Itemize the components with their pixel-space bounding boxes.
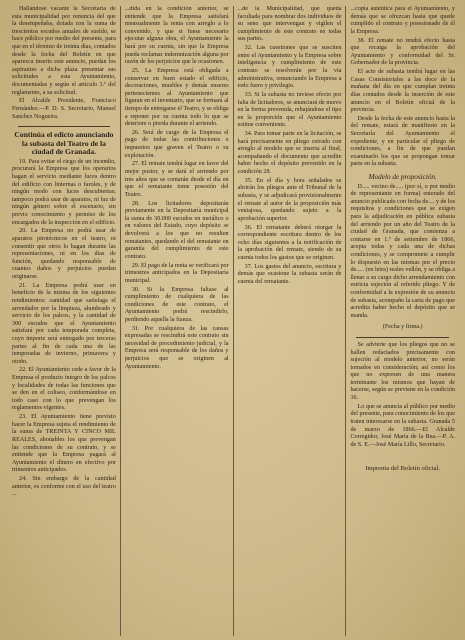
paragraph: 21. La Empresa podrá usar en beneficio de la misma de los siguientes rendimientos: cantidad que satisfaga el arrendador por la limpieza, alumbrado y servicio de los palcos, y la cantidad de 300 escudos que el Ayuntamiento satisfará por cada temporada completa, cuyo importe será entregado por terceras partes al fin de cada una de las temporadas de invierno, primavera y otoño. bbox=[12, 282, 116, 365]
paragraph: Desde la fecha de este anuncio hasta la del remate, estará de manifiesto en la Secretaría del Ayuntamiento el expediente, y en particular el pliego de condiciones, a fin de que puedan examinarlo los que se propongan tomar parte en la subasta. bbox=[350, 115, 455, 168]
paragraph: 36. El rematante deberá otorgar la correspondiente escritura dentro de los ocho días siguientes a la notificación de la aprobación del remate, siendo de su cuenta todos los gastos que se originen. bbox=[237, 224, 342, 261]
paragraph: 37. Los gastos del anuncio, escritura y demás que ocasione la subasta serán de cuenta del rematante. bbox=[237, 263, 342, 285]
paragraph: ...de la Municipalidad, que queda facultada para nombrar dos individuos de su seno que intervengan y vigilen el cumplimiento de este contrato en todas sus partes. bbox=[237, 6, 342, 43]
paragraph: 34. Para tomar parte en la licitación, se hará precisamente en pliego cerrado con arreglo al modelo que se inserta al final, acompañando el documento que acredite haber hecho el depósito prevenido en la condición 28. bbox=[237, 131, 342, 176]
paragraph: 26. Será de cargo de la Empresa el pago de todas las contribuciones e impuestos que graven el Teatro o su explotación. bbox=[124, 129, 229, 159]
paragraph: 24. Sin embargo de la cantidad anterior, es conforme con el uso del teatro ... bbox=[12, 476, 116, 498]
paragraph: ...dida en la condición anterior, se entiende que la Empresa satisfará mensualmente la renta con arreglo a lo convenido, y que si fuese necesario ejecutar alguna obra, el Ayuntamiento la hará por su cuenta, sin que la Empresa pueda reclamar indemnización alguna por razón de los perjuicios que le ocasionen. bbox=[124, 6, 229, 66]
paragraph: 27. El remate tendrá lugar en favor del mejor postor, y se dará el arriendo por tres años que se contarán desde el día en que el rematante tome posesión del Teatro. bbox=[124, 161, 229, 198]
proposal-model-text: D..... vecino de..... (por sí, o por medio de representante en forma) enterado del anuncio publicado con fecha de.... y de los requisitos y condiciones que se exigen para la adjudicación en pública subasta del arriendo por un año del Teatro de la ciudad de Granada, que comienza a contarse en 1.º de setiembre de 1866, acepta todas y cada una de dichas condiciones, y se compromete a cumplir lo dispuesto en las mismas por el precio de..... (en letra) reales vellón, y se obliga a llenar a su cargo dicho arrendamiento con estricta sujeción al referido pliego. Y de conformidad a la expresión de su anuncio de subasta, acompaño la carta de pago que acredita haber hecho el depósito que se manda. bbox=[350, 183, 455, 319]
printer-imprint: Imprenta del Boletín oficial. bbox=[365, 465, 441, 473]
paragraph: 30. Si la Empresa faltase al cumplimiento de cualquiera de las condiciones de este contrato, el Ayuntamiento podrá rescindirlo, perdiendo aquella la fianza. bbox=[124, 286, 229, 323]
paragraph: 31. Por cualquiera de las causas expresadas se rescindirá este contrato sin necesidad de procedimiento judicial, y la Empresa será responsable de los daños y perjuicios que se originen al Ayuntamiento. bbox=[124, 325, 229, 370]
paragraph: 22. El Ayuntamiento cede a favor de la Empresa el producto íntegro de los palcos y localidades de todas las funciones que se den en el coliseo, conformándose en todo caso con lo que prevengan los reglamentos vigentes. bbox=[12, 367, 116, 412]
paragraph: 32. Las cuestiones que se susciten entre el Ayuntamiento y la Empresa sobre inteligencia y cumplimiento de este contrato se resolverán por la vía administrativa, renunciando la Empresa a todo fuero y privilegio. bbox=[237, 45, 342, 90]
section-divider bbox=[18, 126, 110, 127]
paragraph: 23. El Ayuntamiento tiene previsto hacer la Empresa sujeta el rendimiento de la suma de TREINTA Y CINCO MIL REALES, abonables los que prevengan las condiciones de su contrato, y se entiende que la Empresa pagará al Ayuntamiento el dinero en efectivo por trimestres anticipados. bbox=[12, 414, 116, 474]
column-3 bbox=[234, 6, 347, 636]
paragraph: El acto de subasta tendrá lugar en las Casas Consistoriales a las doce de la mañana del día en que cumplan treinta días contados desde la inserción de este anuncio en el Boletín oficial de la provincia. bbox=[350, 69, 455, 114]
paragraph: ...copia auténtica para el Ayuntamiento, y demás que se ofrezcan hasta que quede cumplido el contrato y posesionado de él la Empresa. bbox=[350, 6, 455, 35]
paragraph: 19. Para evitar el riego de un incendio, procurará la Empresa que los operarios hagan el servicio mediante luces dentro del edificio con linternas o faroles, y de ningún modo con luces descubiertas; tampoco podrá usar de aparatos, ni luz de ningún género sobre el escenario, sin previo conocimiento y permiso de los encargados de la inspección en el edificio. bbox=[12, 158, 116, 226]
paragraph: 28. Los licitadores depositarán previamente en la Depositaría municipal la suma de 30.000 escudos en metálico o en valores del Estado, cuyo depósito se devolverá a los que no resulten rematantes, quedando el del rematante en garantía del cumplimiento de este contrato. bbox=[124, 200, 229, 260]
paragraph: 25. La Empresa está obligada a conservar en buen estado el edificio, decoraciones, muebles y demás enseres pertenecientes al Ayuntamiento que figuran en el inventario, que se formará al tiempo de entregarse el Teatro, y se obliga a reponer por su cuenta todo lo que se deteriore o pierda durante el arriendo. bbox=[124, 67, 229, 128]
section-divider bbox=[356, 337, 449, 338]
paragraph: 20. La Empresa no podrá usar de aparatos pirotécnicos en el teatro, ni consentir que otros lo hagan durante las representaciones, ni en los dias de función, quedando responsable de cuantos daños y perjuicios puedan originarse. bbox=[12, 228, 116, 280]
public-notice: Lo que se anuncia al público por medio del presente, para conocimiento de los que traten interesarse en la subasta. Granada 5 de marzo de 1866.—El Alcalde Corregidor, José María de la Rea.—P. A. de S. E.—José María Lillo, Secretario. bbox=[350, 403, 455, 448]
paragraph: 38. El remate no tendrá efecto hasta que recaiga la aprobación del Ayuntamiento y conformidad del Sr. Gobernador de la provincia. bbox=[350, 37, 455, 67]
secretary-vacancy-notice: Hallándose vacante la Secretaría de esta municipalidad por renuncia del que la desempeñaba, dotada con la suma de trescientos escudos anuales de sueldo, se hace público por medio del presente, para que en el término de treinta días, contados desde la fecha del Boletín en que aparezca inserto este anuncio, puedan los aspirantes a dicha plaza presentar sus solicitudes a esta Ayuntamiento, documentadas y según el artículo 3.º del reglamento, a su solicitud. bbox=[12, 6, 116, 96]
column-4 bbox=[346, 6, 459, 636]
theatre-edict-heading: Continúa el edicto anunciando la subasta del Teatro de la ciudad de Granada. bbox=[14, 130, 114, 157]
proposal-model-signature: (Fecha y firma.) bbox=[382, 324, 423, 331]
paragraph: 35. En el día y hora señalados se abrirán los pliegos ante el Tribunal de la subasta, y se adjudicará provisionalmente el remate al autor de la proposición más ventajosa, quedando sujeto a la aprobación superior. bbox=[237, 177, 342, 222]
secretary-vacancy-signature: El Alcalde Presidente, Francisco Fernández.—P. D. S. Secretario, Manuel Sanchez Nogueira. bbox=[12, 98, 116, 120]
paragraph: 33. Si la subasta no tuviese efecto por falta de licitadores, se anunciará de nuevo en la forma prevenida, rebajándose el tipo en la proporción que el Ayuntamiento estime conveniente. bbox=[237, 91, 342, 129]
advisory-note: Se advierte que los pliegos que no se hallen redactados precisamente con sujeción al modelo anterior, no serán tomados en consideración; así como los que no expresen de una manera terminante los mismos que hayan de hacerse, según se previene en la condición 36. bbox=[350, 341, 455, 402]
column-2 bbox=[121, 6, 234, 636]
paragraph: 29. El pago de la renta se verificará por trimestres anticipados en la Depositaría municipal. bbox=[124, 262, 229, 284]
column-1 bbox=[8, 6, 121, 636]
proposal-model-heading: Modelo de proposición. bbox=[368, 173, 437, 182]
